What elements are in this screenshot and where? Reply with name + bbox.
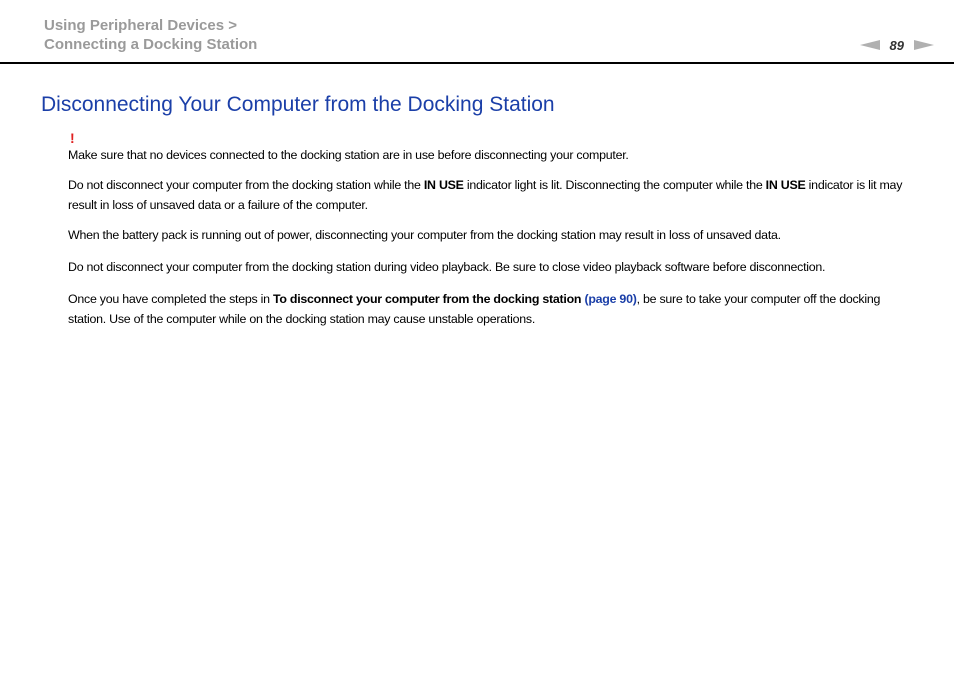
page-title: Disconnecting Your Computer from the Docking Station xyxy=(41,93,555,116)
page-90-link[interactable]: (page 90) xyxy=(584,292,637,306)
paragraph-3: When the battery pack is running out of power, disconnecting your computer from the docking station may result in loss of unsaved data. xyxy=(68,228,781,242)
page-navigator xyxy=(860,36,934,54)
breadcrumb-line-2[interactable]: Connecting a Docking Station xyxy=(44,36,258,53)
paragraph-4: Do not disconnect your computer from the docking station during video playback. Be sure to close video playback software before disconnection. xyxy=(68,260,826,274)
paragraph-5-text-c: , be sure to take your computer off the docking station. Use of the computer while on the docking station may cause unstable operations. xyxy=(68,292,881,326)
warning-icon: ! xyxy=(70,130,75,146)
header-divider xyxy=(0,62,954,64)
breadcrumb-separator: > xyxy=(228,17,238,34)
paragraph-2-text-e: indicator is lit may result in loss of unsaved data or a failure of the computer. xyxy=(68,178,903,212)
paragraph-1: Make sure that no devices connected to the docking station are in use before disconnecting your computer. xyxy=(68,148,629,162)
paragraph-2 xyxy=(68,175,920,215)
paragraph-5-text-a: Once you have completed the steps in xyxy=(68,292,273,306)
breadcrumb-section[interactable]: Using Peripheral Devices xyxy=(44,17,225,34)
main-content xyxy=(68,132,920,339)
in-use-label-1: IN USE xyxy=(423,178,464,192)
paragraph-2-text-a: Do not disconnect your computer from the docking station while the xyxy=(68,178,424,192)
previous-page-icon[interactable] xyxy=(860,40,880,50)
procedure-reference: To disconnect your computer from the docking station xyxy=(272,292,582,306)
in-use-label-2: IN USE xyxy=(765,178,806,192)
breadcrumb-line-1 xyxy=(44,16,257,35)
page-number: 89 xyxy=(889,37,904,53)
paragraph-2-text-c: indicator light is lit. Disconnecting the computer while the xyxy=(463,178,766,192)
next-page-icon[interactable] xyxy=(914,40,934,50)
paragraph-5 xyxy=(68,289,920,329)
breadcrumb xyxy=(44,16,257,54)
